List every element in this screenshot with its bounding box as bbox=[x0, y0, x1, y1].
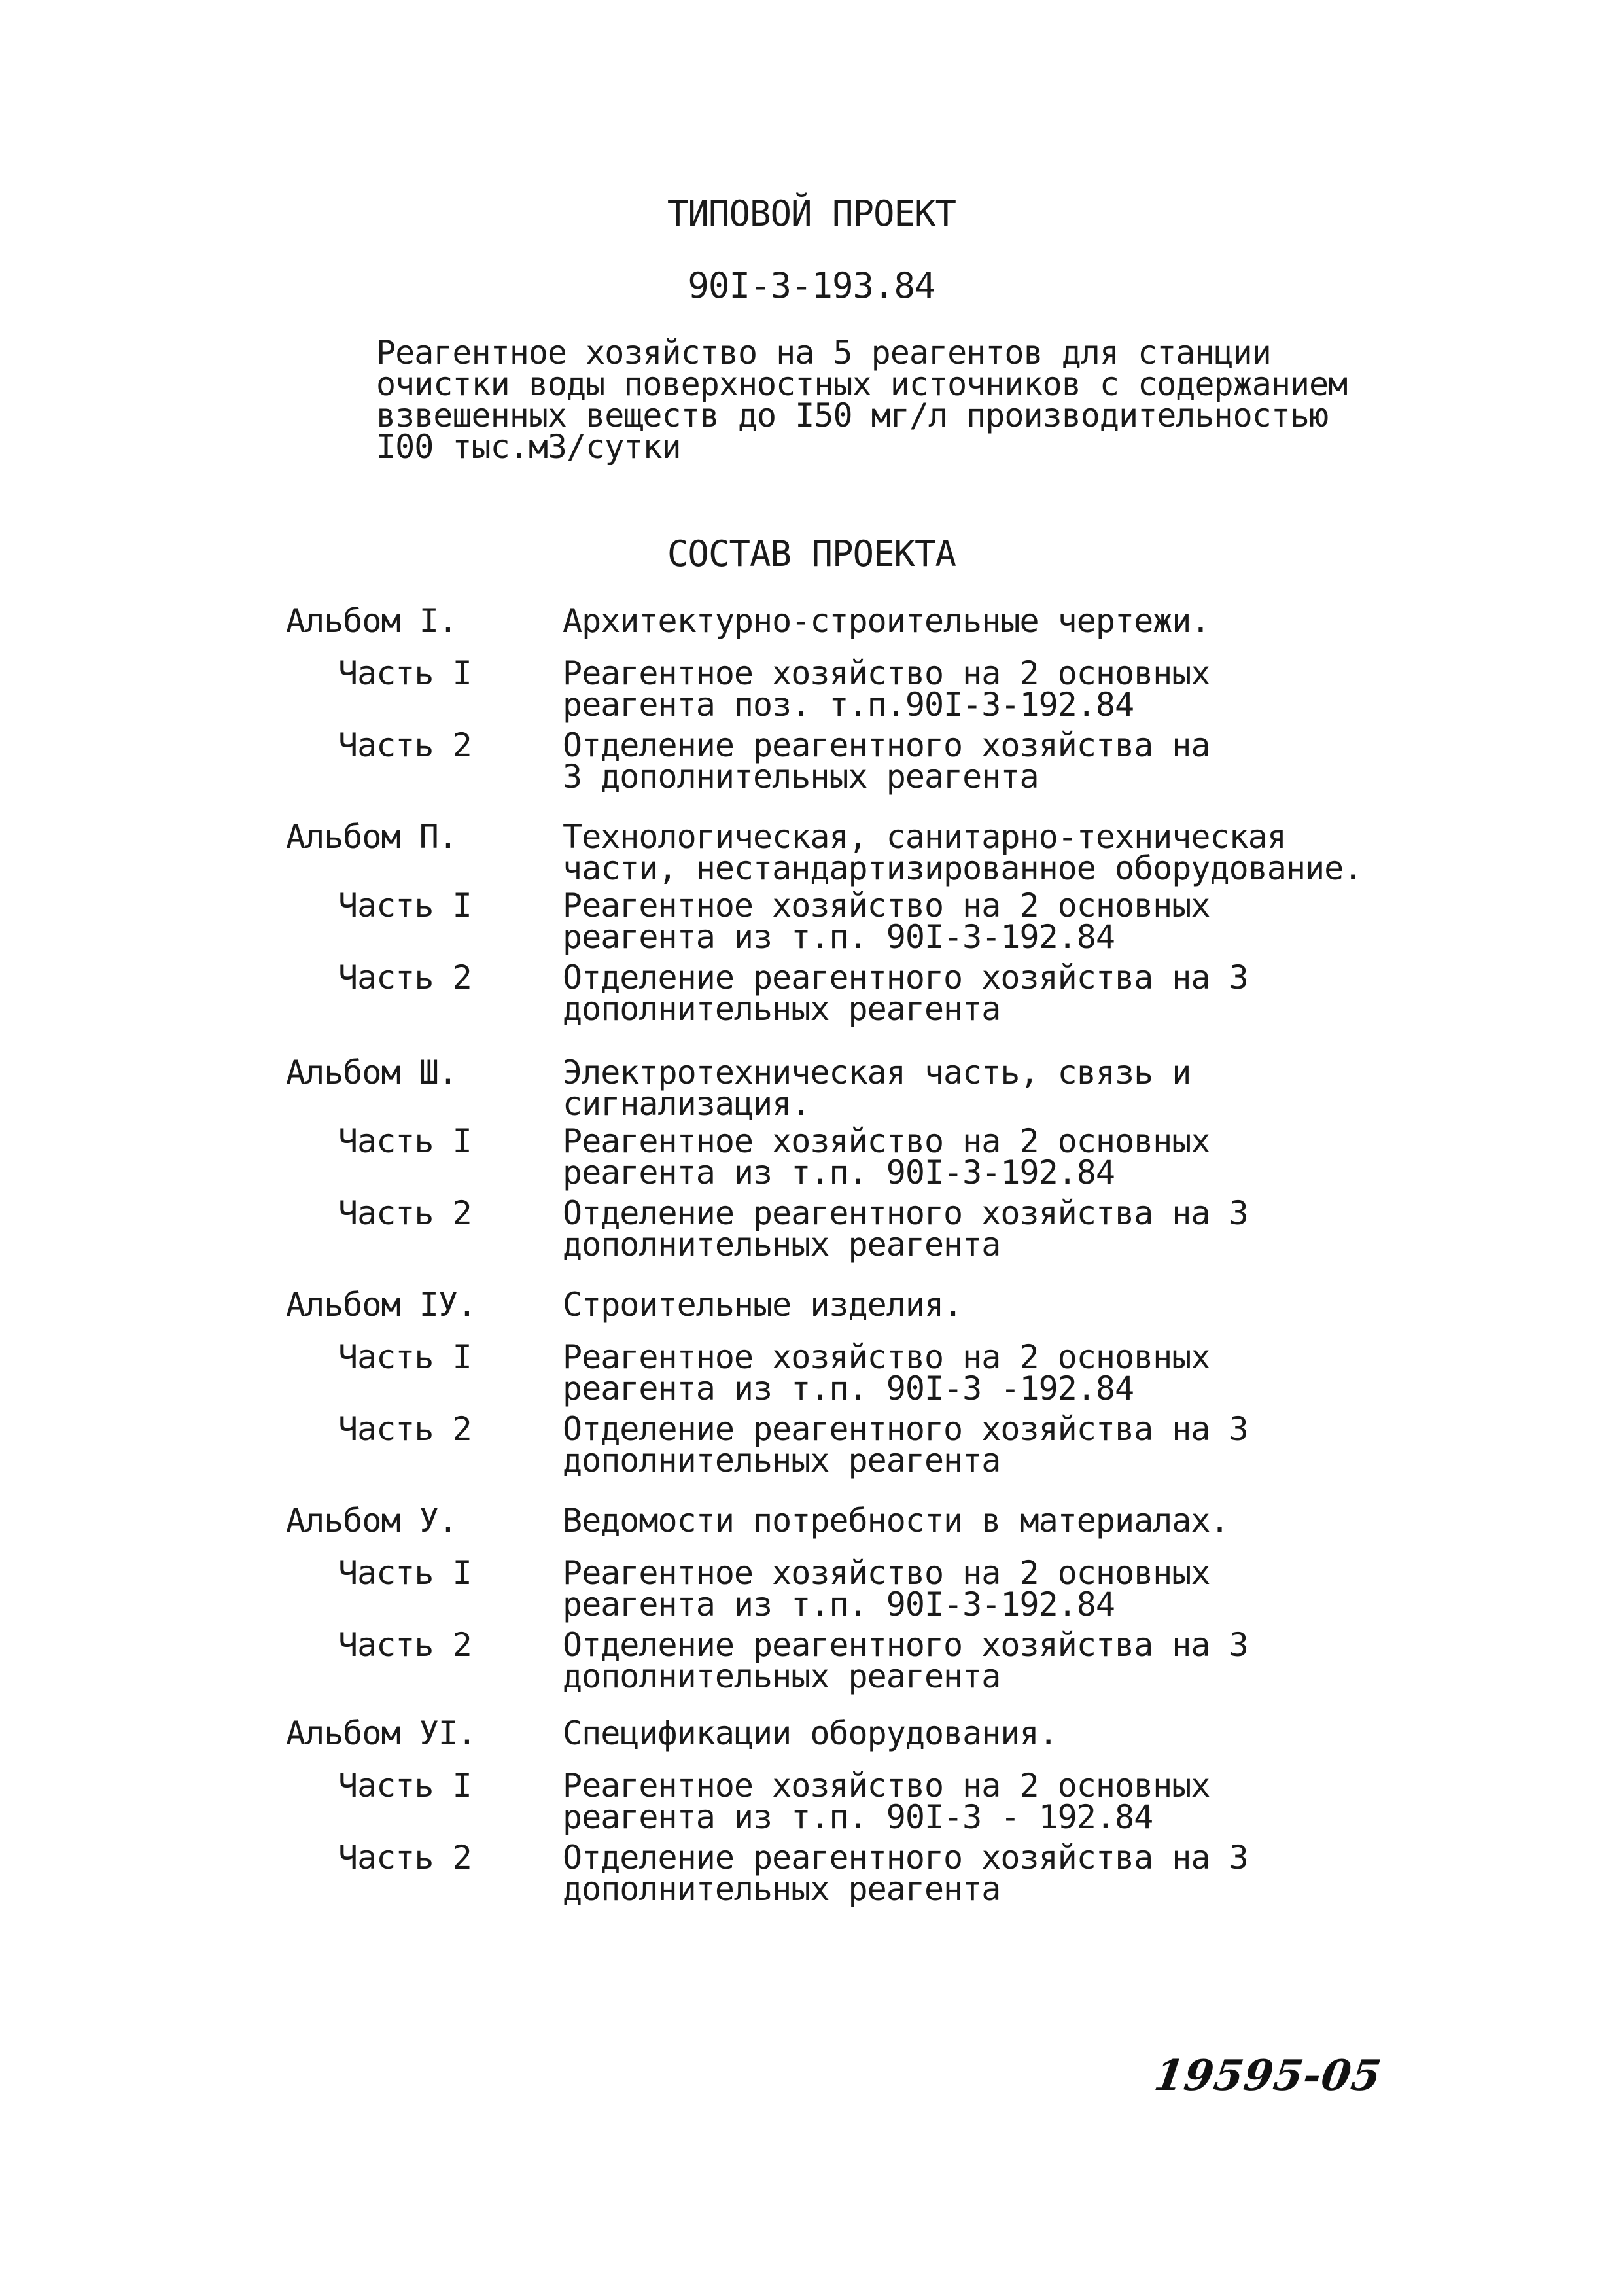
album-title-line: Технологическая, санитарно-техническая bbox=[563, 818, 1286, 856]
part-description-line: Отделение реагентного хозяйства на bbox=[563, 726, 1210, 764]
album-title-line: Электротехническая часть, связь и bbox=[563, 1053, 1191, 1091]
part-description-line: Реагентное хозяйство на 2 основных bbox=[563, 1554, 1210, 1592]
part-description-line: реагента из т.п. 90I-3 - 192.84 bbox=[563, 1798, 1153, 1836]
description-line: очистки воды поверхностных источников с содержанием bbox=[376, 365, 1348, 403]
part-description bbox=[563, 654, 1210, 724]
album-label: Альбом П. bbox=[286, 818, 457, 856]
part-label: Часть 2 bbox=[338, 726, 472, 764]
album-title bbox=[563, 818, 1363, 887]
part-label: Часть 2 bbox=[338, 1410, 472, 1448]
album-title bbox=[563, 1053, 1191, 1123]
part-description-line: дополнительных реагента bbox=[563, 1657, 1001, 1695]
part-label: Часть I bbox=[338, 1767, 472, 1805]
part-description bbox=[563, 1839, 1248, 1908]
part-description-line: реагента из т.п. 90I-3-192.84 bbox=[563, 918, 1115, 956]
part-description-line: Реагентное хозяйство на 2 основных bbox=[563, 654, 1210, 692]
part-description-line: Реагентное хозяйство на 2 основных bbox=[563, 1122, 1210, 1160]
part-description-line: реагента из т.п. 90I-3 -192.84 bbox=[563, 1369, 1134, 1407]
part-description-line: дополнительных реагента bbox=[563, 990, 1001, 1028]
handwritten-archive-number: 19595-05 bbox=[1151, 2051, 1385, 2100]
part-description-line: Отделение реагентного хозяйства на 3 bbox=[563, 1194, 1248, 1232]
part-description bbox=[563, 1338, 1210, 1407]
part-label: Часть 2 bbox=[338, 959, 472, 997]
contents-title: СОСТАВ ПРОЕКТА bbox=[667, 533, 956, 574]
album-title-line: Строительные изделия. bbox=[563, 1286, 963, 1324]
album-title-line: части, нестандартизированное оборудование. bbox=[563, 849, 1363, 887]
part-description bbox=[563, 1554, 1210, 1623]
part-label: Часть I bbox=[338, 1122, 472, 1160]
part-description-line: 3 дополнительных реагента bbox=[563, 758, 1039, 796]
album-label: Альбом У. bbox=[286, 1502, 457, 1540]
part-description-line: Отделение реагентного хозяйства на 3 bbox=[563, 1410, 1248, 1448]
part-description bbox=[563, 1626, 1248, 1695]
album-label: Альбом Ш. bbox=[286, 1053, 457, 1091]
album-title-line: сигнализация. bbox=[563, 1085, 811, 1123]
part-description-line: Отделение реагентного хозяйства на 3 bbox=[563, 1626, 1248, 1664]
document-title: ТИПОВОЙ ПРОЕКТ bbox=[667, 193, 956, 234]
part-description-line: Отделение реагентного хозяйства на 3 bbox=[563, 1839, 1248, 1877]
album-title-line: Архитектурно-строительные чертежи. bbox=[563, 602, 1210, 640]
part-description-line: Отделение реагентного хозяйства на 3 bbox=[563, 959, 1248, 997]
album-label: Альбом IУ. bbox=[286, 1286, 477, 1324]
album-title-line: Спецификации оборудования. bbox=[563, 1714, 1058, 1752]
part-label: Часть I bbox=[338, 1338, 472, 1376]
description-line: I00 тыс.м3/сутки bbox=[376, 428, 681, 466]
part-description-line: реагента поз. т.п.90I-3-192.84 bbox=[563, 686, 1134, 724]
project-number: 90I-3-193.84 bbox=[688, 265, 935, 306]
part-description-line: Реагентное хозяйство на 2 основных bbox=[563, 1767, 1210, 1805]
part-label: Часть 2 bbox=[338, 1194, 472, 1232]
part-description bbox=[563, 1767, 1210, 1836]
album-title bbox=[563, 1502, 1229, 1540]
description-line: Реагентное хозяйство на 5 реагентов для станции bbox=[376, 334, 1271, 372]
part-description bbox=[563, 959, 1248, 1028]
part-label: Часть I bbox=[338, 654, 472, 692]
description-line: взвешенных веществ до I50 мг/л производительностью bbox=[376, 397, 1329, 434]
album-title bbox=[563, 1286, 963, 1324]
part-description bbox=[563, 1122, 1210, 1192]
album-title bbox=[563, 602, 1210, 640]
part-label: Часть I bbox=[338, 887, 472, 925]
part-description bbox=[563, 726, 1210, 796]
part-description bbox=[563, 1410, 1248, 1479]
part-description-line: дополнительных реагента bbox=[563, 1870, 1001, 1908]
part-description bbox=[563, 1194, 1248, 1263]
album-title-line: Ведомости потребности в материалах. bbox=[563, 1502, 1229, 1540]
part-description-line: реагента из т.п. 90I-3-192.84 bbox=[563, 1154, 1115, 1192]
album-label: Альбом УI. bbox=[286, 1714, 477, 1752]
part-description-line: дополнительных реагента bbox=[563, 1441, 1001, 1479]
part-description-line: Реагентное хозяйство на 2 основных bbox=[563, 887, 1210, 925]
part-label: Часть I bbox=[338, 1554, 472, 1592]
part-description-line: реагента из т.п. 90I-3-192.84 bbox=[563, 1585, 1115, 1623]
part-label: Часть 2 bbox=[338, 1839, 472, 1877]
part-description-line: Реагентное хозяйство на 2 основных bbox=[563, 1338, 1210, 1376]
album-label: Альбом I. bbox=[286, 602, 457, 640]
part-description bbox=[563, 887, 1210, 956]
part-description-line: дополнительных реагента bbox=[563, 1226, 1001, 1263]
part-label: Часть 2 bbox=[338, 1626, 472, 1664]
album-title bbox=[563, 1714, 1058, 1752]
